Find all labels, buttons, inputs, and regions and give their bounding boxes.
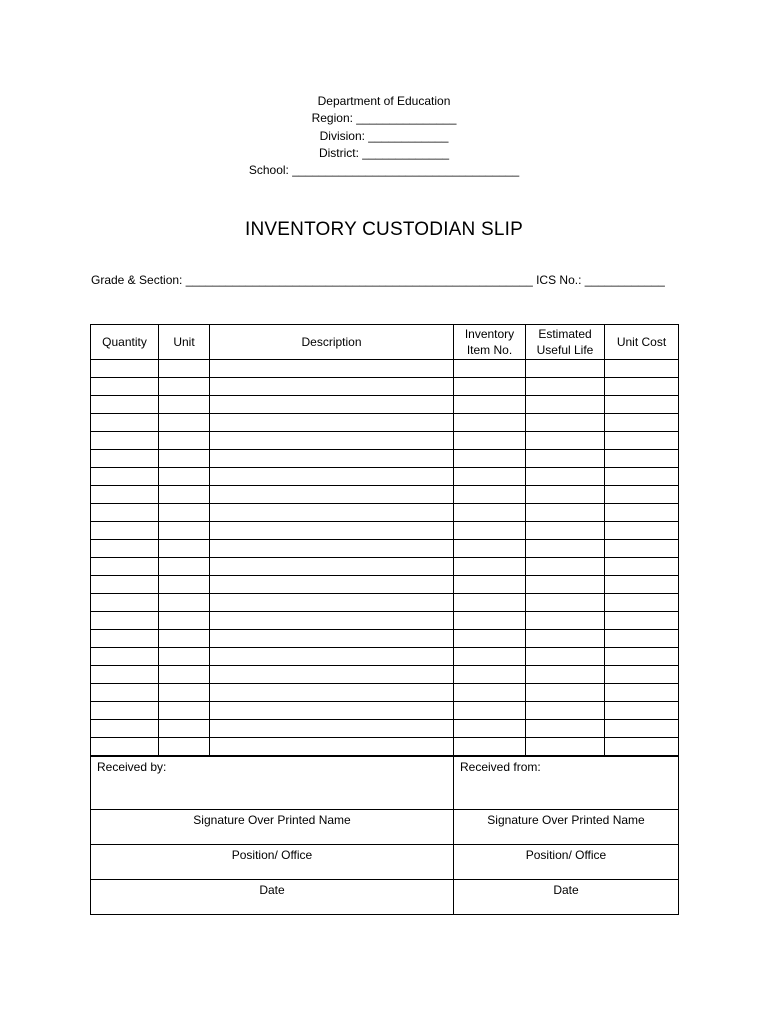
cell-inventory-item-no[interactable] bbox=[454, 360, 526, 378]
cell-quantity[interactable] bbox=[91, 504, 159, 522]
table-row bbox=[91, 432, 679, 450]
cell-estimated-useful-life[interactable] bbox=[526, 594, 605, 612]
table-row bbox=[91, 666, 679, 684]
cell-unit[interactable] bbox=[159, 450, 210, 468]
right-date-label: Date bbox=[553, 883, 579, 897]
column-header-estimated-useful-life: Estimated Useful Life bbox=[526, 325, 605, 360]
right-position-cell[interactable] bbox=[454, 845, 679, 880]
cell-inventory-item-no[interactable] bbox=[454, 396, 526, 414]
cell-inventory-item-no[interactable] bbox=[454, 468, 526, 486]
cell-unit-cost[interactable] bbox=[605, 684, 679, 702]
right-signature-label: Signature Over Printed Name bbox=[487, 813, 645, 827]
table-row bbox=[91, 702, 679, 720]
cell-description[interactable] bbox=[210, 684, 454, 702]
cell-inventory-item-no[interactable] bbox=[454, 576, 526, 594]
cell-description[interactable] bbox=[210, 558, 454, 576]
cell-quantity[interactable] bbox=[91, 720, 159, 738]
cell-unit[interactable] bbox=[159, 612, 210, 630]
table-row bbox=[91, 504, 679, 522]
cell-estimated-useful-life[interactable] bbox=[526, 360, 605, 378]
cell-unit-cost[interactable] bbox=[605, 558, 679, 576]
cell-description[interactable] bbox=[210, 666, 454, 684]
cell-unit[interactable] bbox=[159, 360, 210, 378]
right-signature-cell[interactable] bbox=[454, 810, 679, 845]
cell-quantity[interactable] bbox=[91, 684, 159, 702]
cell-description[interactable] bbox=[210, 540, 454, 558]
left-signature-cell[interactable] bbox=[91, 810, 454, 845]
cell-unit-cost[interactable] bbox=[605, 594, 679, 612]
right-date-cell[interactable] bbox=[454, 880, 679, 915]
cell-quantity[interactable] bbox=[91, 558, 159, 576]
cell-unit[interactable] bbox=[159, 486, 210, 504]
received-by-label: Received by: bbox=[97, 760, 167, 774]
cell-estimated-useful-life[interactable] bbox=[526, 738, 605, 756]
table-row bbox=[91, 540, 679, 558]
cell-estimated-useful-life[interactable] bbox=[526, 684, 605, 702]
grade-section-ics-line: Grade & Section: ____________________________________________________ ICS No.: ____________ bbox=[91, 273, 665, 287]
cell-unit-cost[interactable] bbox=[605, 432, 679, 450]
cell-unit[interactable] bbox=[159, 702, 210, 720]
cell-inventory-item-no[interactable] bbox=[454, 558, 526, 576]
cell-unit[interactable] bbox=[159, 396, 210, 414]
left-date-cell[interactable] bbox=[91, 880, 454, 915]
cell-description[interactable] bbox=[210, 594, 454, 612]
table-row bbox=[91, 684, 679, 702]
table-row bbox=[91, 360, 679, 378]
table-row bbox=[91, 738, 679, 756]
received-by-cell[interactable] bbox=[91, 757, 454, 810]
cell-inventory-item-no[interactable] bbox=[454, 720, 526, 738]
date-row bbox=[91, 880, 679, 915]
cell-inventory-item-no[interactable] bbox=[454, 648, 526, 666]
cell-inventory-item-no[interactable] bbox=[454, 738, 526, 756]
cell-estimated-useful-life[interactable] bbox=[526, 522, 605, 540]
cell-inventory-item-no[interactable] bbox=[454, 414, 526, 432]
cell-description[interactable] bbox=[210, 576, 454, 594]
cell-unit[interactable] bbox=[159, 522, 210, 540]
cell-description[interactable] bbox=[210, 522, 454, 540]
cell-estimated-useful-life[interactable] bbox=[526, 396, 605, 414]
column-header-inventory-item-no: Inventory Item No. bbox=[454, 325, 526, 360]
received-from-label: Received from: bbox=[460, 760, 541, 774]
column-header-quantity: Quantity bbox=[91, 325, 159, 360]
cell-description[interactable] bbox=[210, 648, 454, 666]
table-row bbox=[91, 576, 679, 594]
cell-unit[interactable] bbox=[159, 576, 210, 594]
cell-estimated-useful-life[interactable] bbox=[526, 450, 605, 468]
table-row bbox=[91, 630, 679, 648]
left-date-label: Date bbox=[259, 883, 285, 897]
cell-estimated-useful-life[interactable] bbox=[526, 666, 605, 684]
cell-estimated-useful-life[interactable] bbox=[526, 648, 605, 666]
received-from-cell[interactable] bbox=[454, 757, 679, 810]
cell-inventory-item-no[interactable] bbox=[454, 540, 526, 558]
cell-description[interactable] bbox=[210, 414, 454, 432]
cell-description[interactable] bbox=[210, 396, 454, 414]
cell-quantity[interactable] bbox=[91, 378, 159, 396]
signature-row bbox=[91, 810, 679, 845]
cell-description[interactable] bbox=[210, 432, 454, 450]
cell-description[interactable] bbox=[210, 360, 454, 378]
department-text: Department of Education bbox=[317, 94, 451, 108]
inventory-table bbox=[90, 324, 679, 756]
table-row bbox=[91, 486, 679, 504]
cell-unit-cost[interactable] bbox=[605, 468, 679, 486]
table-row bbox=[91, 378, 679, 396]
cell-unit-cost[interactable] bbox=[605, 414, 679, 432]
cell-estimated-useful-life[interactable] bbox=[526, 702, 605, 720]
cell-quantity[interactable] bbox=[91, 414, 159, 432]
table-row bbox=[91, 522, 679, 540]
cell-quantity[interactable] bbox=[91, 468, 159, 486]
column-header-description: Description bbox=[210, 325, 454, 360]
cell-unit[interactable] bbox=[159, 540, 210, 558]
cell-unit[interactable] bbox=[159, 630, 210, 648]
cell-unit-cost[interactable] bbox=[605, 666, 679, 684]
cell-quantity[interactable] bbox=[91, 612, 159, 630]
cell-unit-cost[interactable] bbox=[605, 648, 679, 666]
cell-unit-cost[interactable] bbox=[605, 702, 679, 720]
cell-unit[interactable] bbox=[159, 378, 210, 396]
table-row bbox=[91, 468, 679, 486]
table-row bbox=[91, 396, 679, 414]
cell-unit[interactable] bbox=[159, 720, 210, 738]
cell-inventory-item-no[interactable] bbox=[454, 594, 526, 612]
cell-unit-cost[interactable] bbox=[605, 486, 679, 504]
table-header-row bbox=[91, 325, 679, 360]
cell-quantity[interactable] bbox=[91, 450, 159, 468]
cell-description[interactable] bbox=[210, 702, 454, 720]
cell-unit[interactable] bbox=[159, 738, 210, 756]
cell-description[interactable] bbox=[210, 720, 454, 738]
cell-estimated-useful-life[interactable] bbox=[526, 612, 605, 630]
cell-quantity[interactable] bbox=[91, 522, 159, 540]
cell-estimated-useful-life[interactable] bbox=[526, 576, 605, 594]
cell-unit-cost[interactable] bbox=[605, 576, 679, 594]
cell-quantity[interactable] bbox=[91, 486, 159, 504]
cell-estimated-useful-life[interactable] bbox=[526, 720, 605, 738]
cell-unit[interactable] bbox=[159, 414, 210, 432]
cell-estimated-useful-life[interactable] bbox=[526, 630, 605, 648]
left-position-label: Position/ Office bbox=[231, 848, 313, 862]
cell-unit-cost[interactable] bbox=[605, 396, 679, 414]
cell-quantity[interactable] bbox=[91, 630, 159, 648]
cell-unit[interactable] bbox=[159, 558, 210, 576]
left-position-cell[interactable] bbox=[91, 845, 454, 880]
cell-description[interactable] bbox=[210, 486, 454, 504]
cell-inventory-item-no[interactable] bbox=[454, 666, 526, 684]
cell-inventory-item-no[interactable] bbox=[454, 612, 526, 630]
cell-unit[interactable] bbox=[159, 684, 210, 702]
table-row bbox=[91, 720, 679, 738]
position-row bbox=[91, 845, 679, 880]
received-row bbox=[91, 757, 679, 810]
column-header-unit-cost: Unit Cost bbox=[605, 325, 679, 360]
cell-quantity[interactable] bbox=[91, 540, 159, 558]
table-row bbox=[91, 612, 679, 630]
table-row bbox=[91, 558, 679, 576]
cell-inventory-item-no[interactable] bbox=[454, 702, 526, 720]
cell-description[interactable] bbox=[210, 612, 454, 630]
cell-unit-cost[interactable] bbox=[605, 540, 679, 558]
cell-inventory-item-no[interactable] bbox=[454, 522, 526, 540]
cell-quantity[interactable] bbox=[91, 666, 159, 684]
cell-inventory-item-no[interactable] bbox=[454, 684, 526, 702]
cell-quantity[interactable] bbox=[91, 396, 159, 414]
cell-unit-cost[interactable] bbox=[605, 612, 679, 630]
cell-description[interactable] bbox=[210, 468, 454, 486]
table-row bbox=[91, 414, 679, 432]
cell-estimated-useful-life[interactable] bbox=[526, 468, 605, 486]
cell-estimated-useful-life[interactable] bbox=[526, 504, 605, 522]
cell-description[interactable] bbox=[210, 738, 454, 756]
signature-table bbox=[90, 756, 679, 915]
cell-unit-cost[interactable] bbox=[605, 504, 679, 522]
cell-unit-cost[interactable] bbox=[605, 522, 679, 540]
cell-unit[interactable] bbox=[159, 504, 210, 522]
form-header bbox=[0, 93, 768, 179]
cell-inventory-item-no[interactable] bbox=[454, 432, 526, 450]
cell-quantity[interactable] bbox=[91, 576, 159, 594]
cell-unit-cost[interactable] bbox=[605, 360, 679, 378]
cell-estimated-useful-life[interactable] bbox=[526, 558, 605, 576]
cell-unit[interactable] bbox=[159, 648, 210, 666]
cell-unit-cost[interactable] bbox=[605, 378, 679, 396]
form-title: INVENTORY CUSTODIAN SLIP bbox=[245, 219, 523, 240]
cell-estimated-useful-life[interactable] bbox=[526, 486, 605, 504]
cell-unit-cost[interactable] bbox=[605, 720, 679, 738]
cell-description[interactable] bbox=[210, 450, 454, 468]
cell-quantity[interactable] bbox=[91, 648, 159, 666]
cell-unit-cost[interactable] bbox=[605, 738, 679, 756]
left-signature-label: Signature Over Printed Name bbox=[193, 813, 351, 827]
cell-inventory-item-no[interactable] bbox=[454, 504, 526, 522]
division-field: Division: ____________ bbox=[319, 128, 449, 143]
district-field: District: _____________ bbox=[318, 145, 450, 160]
cell-estimated-useful-life[interactable] bbox=[526, 432, 605, 450]
table-row bbox=[91, 594, 679, 612]
cell-inventory-item-no[interactable] bbox=[454, 486, 526, 504]
cell-quantity[interactable] bbox=[91, 594, 159, 612]
cell-unit[interactable] bbox=[159, 666, 210, 684]
cell-description[interactable] bbox=[210, 630, 454, 648]
school-field: School: __________________________________ bbox=[248, 163, 520, 178]
cell-quantity[interactable] bbox=[91, 702, 159, 720]
table-row bbox=[91, 648, 679, 666]
cell-unit-cost[interactable] bbox=[605, 450, 679, 468]
cell-unit[interactable] bbox=[159, 468, 210, 486]
region-field: Region: _______________ bbox=[311, 111, 457, 126]
table-body bbox=[91, 360, 679, 756]
table-row bbox=[91, 450, 679, 468]
cell-unit[interactable] bbox=[159, 594, 210, 612]
cell-unit[interactable] bbox=[159, 432, 210, 450]
cell-quantity[interactable] bbox=[91, 738, 159, 756]
cell-description[interactable] bbox=[210, 378, 454, 396]
cell-estimated-useful-life[interactable] bbox=[526, 414, 605, 432]
cell-description[interactable] bbox=[210, 504, 454, 522]
right-position-label: Position/ Office bbox=[525, 848, 607, 862]
column-header-unit: Unit bbox=[159, 325, 210, 360]
cell-quantity[interactable] bbox=[91, 360, 159, 378]
cell-unit-cost[interactable] bbox=[605, 630, 679, 648]
cell-inventory-item-no[interactable] bbox=[454, 630, 526, 648]
cell-inventory-item-no[interactable] bbox=[454, 378, 526, 396]
cell-inventory-item-no[interactable] bbox=[454, 450, 526, 468]
cell-quantity[interactable] bbox=[91, 432, 159, 450]
cell-estimated-useful-life[interactable] bbox=[526, 378, 605, 396]
cell-estimated-useful-life[interactable] bbox=[526, 540, 605, 558]
